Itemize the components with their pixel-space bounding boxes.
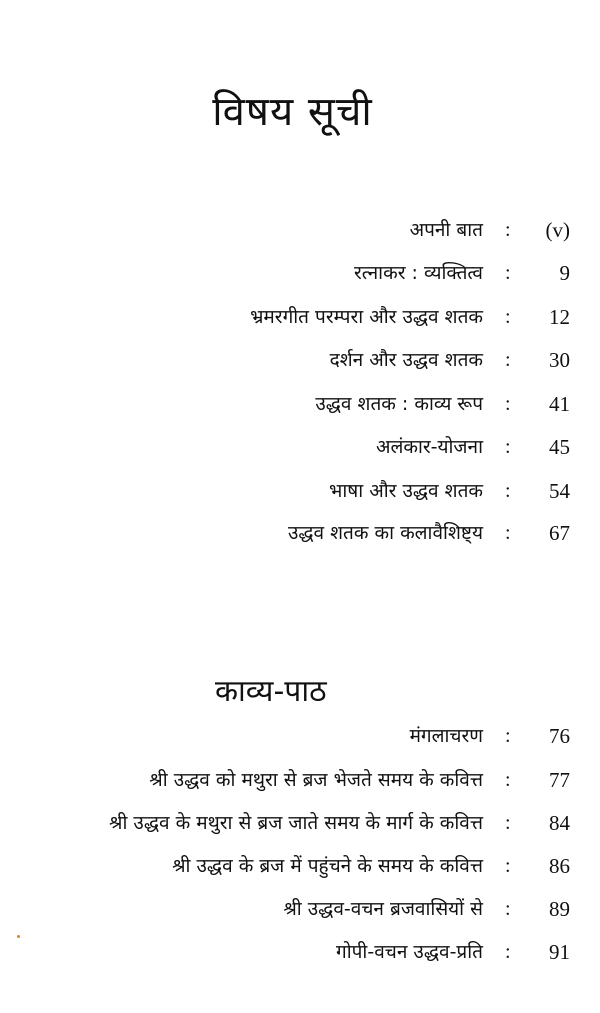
toc-separator: : <box>505 898 511 920</box>
toc-entry[interactable] <box>0 215 600 249</box>
toc-page-number: 76 <box>549 724 570 748</box>
toc-entry-title: रत्नाकर : व्यक्तित्व <box>354 262 483 284</box>
toc-page-number: 9 <box>559 261 570 285</box>
toc-separator: : <box>505 725 511 747</box>
toc-page-number: 84 <box>549 811 570 835</box>
toc-entry[interactable] <box>0 518 600 552</box>
toc-entry-title: उद्धव शतक का कलावैशिष्ट्य <box>287 522 483 544</box>
toc-separator: : <box>505 262 511 284</box>
toc-page-number: 54 <box>549 479 570 503</box>
toc-entry[interactable] <box>0 432 600 466</box>
toc-separator: : <box>505 522 511 544</box>
toc-entry[interactable] <box>0 765 600 799</box>
toc-separator: : <box>505 480 511 502</box>
toc-entry[interactable] <box>0 389 600 423</box>
toc-entry-title: भाषा और उद्धव शतक <box>328 480 483 502</box>
toc-separator: : <box>505 812 511 834</box>
section-heading: काव्य-पाठ <box>215 674 327 709</box>
toc-entry[interactable] <box>0 894 600 928</box>
toc-entry-title: अपनी बात <box>409 219 483 241</box>
toc-entry[interactable] <box>0 808 600 842</box>
toc-entry-title: श्री उद्धव को मथुरा से ब्रज भेजते समय के कवित्त <box>149 769 483 791</box>
toc-entry[interactable] <box>0 476 600 510</box>
toc-entry-title: अलंकार-योजना <box>375 436 483 458</box>
toc-separator: : <box>505 769 511 791</box>
toc-separator: : <box>505 219 511 241</box>
toc-separator: : <box>505 436 511 458</box>
toc-page-number: 77 <box>549 768 570 792</box>
toc-entry[interactable] <box>0 851 600 885</box>
toc-entry[interactable] <box>0 721 600 755</box>
toc-entry-title: दर्शन और उद्धव शतक <box>329 349 483 371</box>
toc-entry-title: भ्रमरगीत परम्परा और उद्धव शतक <box>250 306 483 328</box>
toc-entry-title: मंगलाचरण <box>409 725 483 747</box>
toc-entry[interactable] <box>0 302 600 336</box>
toc-page-number: 30 <box>549 348 570 372</box>
toc-page-number: 67 <box>549 521 570 545</box>
toc-page-number: 91 <box>549 940 570 964</box>
paper-speck <box>17 935 20 938</box>
toc-page-number: 89 <box>549 897 570 921</box>
toc-page-number: 41 <box>549 392 570 416</box>
toc-entry-title: उद्धव शतक : काव्य रूप <box>315 393 483 415</box>
toc-page-number: 12 <box>549 305 570 329</box>
toc-separator: : <box>505 393 511 415</box>
toc-entry[interactable] <box>0 258 600 292</box>
toc-separator: : <box>505 941 511 963</box>
toc-page-number: 86 <box>549 854 570 878</box>
toc-separator: : <box>505 349 511 371</box>
toc-entry-title: गोपी-वचन उद्धव-प्रति <box>336 941 483 963</box>
toc-entry-title: श्री उद्धव के ब्रज में पहुंचने के समय के कवित्त <box>172 855 483 877</box>
toc-entry-title: श्री उद्धव-वचन ब्रजवासियों से <box>283 898 483 920</box>
toc-separator: : <box>505 306 511 328</box>
toc-entry[interactable] <box>0 345 600 379</box>
page-title: विषय सूची <box>212 89 373 135</box>
toc-page-number: (v) <box>545 218 570 242</box>
toc-entry[interactable] <box>0 937 600 971</box>
toc-entry-title: श्री उद्धव के मथुरा से ब्रज जाते समय के मार्ग के कवित्त <box>109 812 483 834</box>
toc-separator: : <box>505 855 511 877</box>
toc-page-number: 45 <box>549 435 570 459</box>
